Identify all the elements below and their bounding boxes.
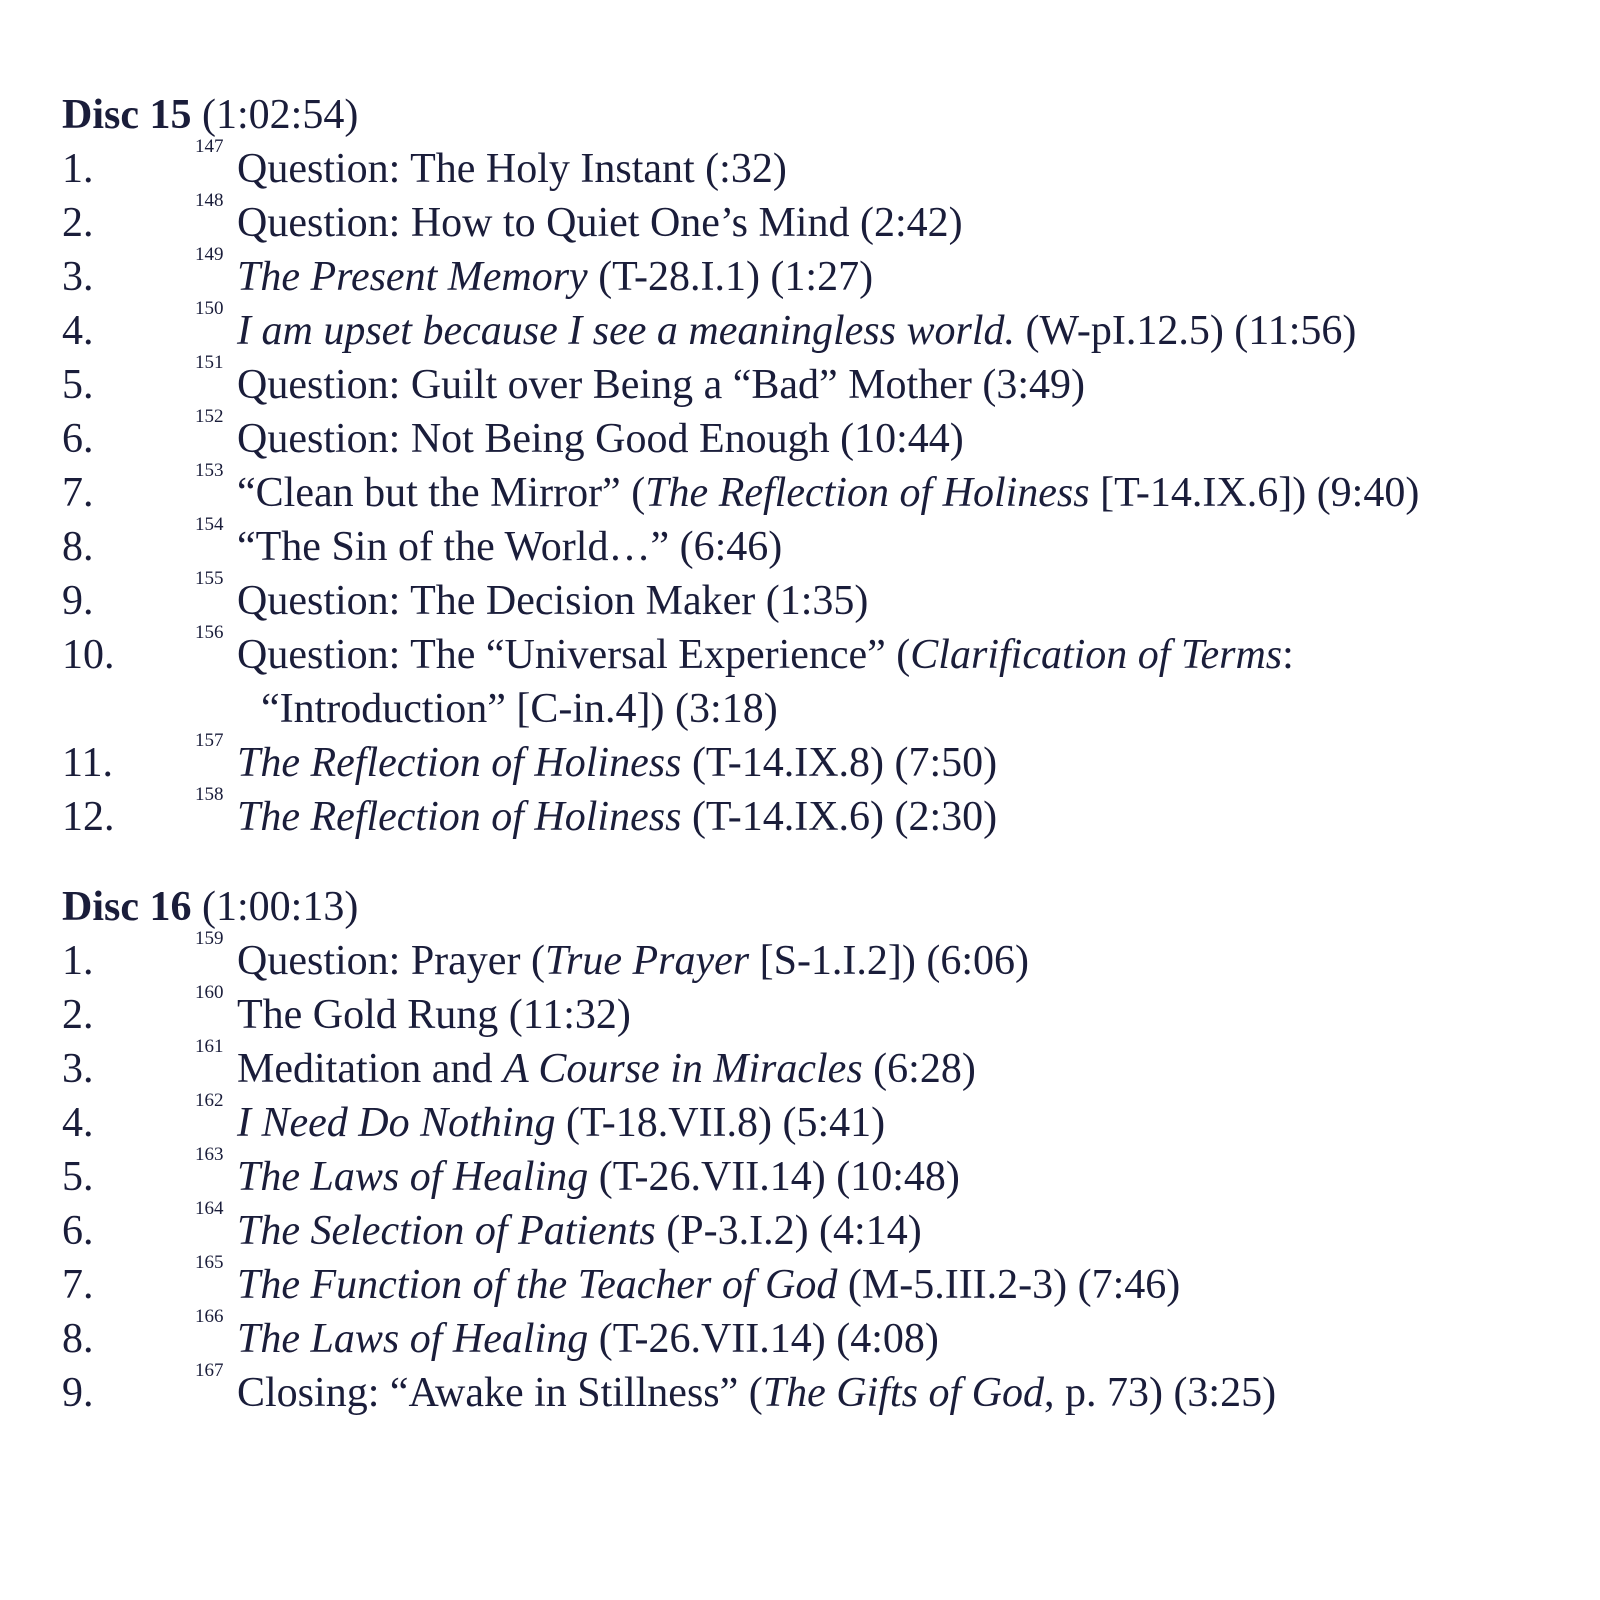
track-title-italic: The Function of the Teacher of God — [237, 1262, 838, 1308]
footnote-marker: 162 — [195, 1090, 224, 1111]
track-row — [62, 514, 1582, 574]
track-title-text: (W-pI.12.5) (11:56) — [1015, 308, 1357, 354]
track-row — [62, 1252, 1582, 1312]
track-title-text: : — [1282, 632, 1294, 678]
track-title-text: “The Sin of the World…” (6:46) — [237, 524, 783, 570]
track-title — [237, 1262, 1180, 1308]
track-listing-page — [62, 88, 1582, 1456]
track-title — [237, 1100, 885, 1146]
footnote-marker: 159 — [195, 928, 224, 949]
track-title-text: [S-1.I.2]) (6:06) — [749, 938, 1030, 984]
disc-duration: (1:02:54) — [202, 92, 359, 138]
track-title — [237, 1046, 976, 1092]
track-number: 6. — [62, 1208, 94, 1254]
track-title — [237, 200, 963, 246]
track-number: 6. — [62, 416, 94, 462]
track-title-text: The Gold Rung (11:32) — [237, 992, 631, 1038]
disc-section — [62, 88, 1582, 844]
track-title-text: Question: The Holy Instant (:32) — [237, 146, 787, 192]
footnote-marker: 149 — [195, 244, 224, 265]
track-number: 2. — [62, 992, 94, 1038]
track-row — [62, 1144, 1582, 1204]
track-title — [237, 992, 631, 1038]
track-title-text: (T-14.IX.6) (2:30) — [681, 794, 998, 840]
track-row — [62, 136, 1582, 196]
track-title — [237, 524, 782, 570]
track-title-text: (T-28.I.1) (1:27) — [587, 254, 874, 300]
track-title-text: (6:28) — [862, 1046, 976, 1092]
track-title-italic: The Laws of Healing — [237, 1316, 589, 1362]
track-number: 5. — [62, 362, 94, 408]
track-number: 11. — [62, 740, 113, 786]
footnote-marker: 154 — [195, 514, 224, 535]
track-title-text: Question: How to Quiet One’s Mind (2:42) — [237, 200, 963, 246]
track-title-italic: The Present Memory — [237, 254, 588, 300]
track-title — [237, 1316, 939, 1362]
track-row — [62, 406, 1582, 466]
track-title-text: (T-14.IX.8) (7:50) — [681, 740, 998, 786]
footnote-marker: 156 — [195, 622, 224, 643]
track-title-italic: I am upset because I see a meaningless world. — [237, 308, 1016, 354]
footnote-marker: 165 — [195, 1252, 224, 1273]
footnote-marker: 153 — [195, 460, 224, 481]
track-title — [237, 1208, 922, 1254]
footnote-marker: 161 — [195, 1036, 224, 1057]
track-title-text: Meditation and — [237, 1046, 503, 1092]
track-title-italic: The Reflection of Holiness — [645, 470, 1090, 516]
footnote-marker: 158 — [195, 784, 224, 805]
track-title — [237, 1370, 1276, 1416]
track-number: 12. — [62, 794, 115, 840]
track-number: 9. — [62, 578, 94, 624]
track-title-text: Question: Prayer ( — [237, 938, 545, 984]
track-title-text: [T-14.IX.6]) (9:40) — [1089, 470, 1420, 516]
track-title-italic: The Laws of Healing — [237, 1154, 589, 1200]
track-number: 1. — [62, 938, 94, 984]
track-row — [62, 1090, 1582, 1150]
track-title — [237, 416, 964, 462]
track-title-text: Closing: “Awake in Stillness” ( — [237, 1370, 763, 1416]
track-number: 7. — [62, 470, 94, 516]
track-title-italic: A Course in Miracles — [502, 1046, 863, 1092]
track-title-text: Question: Not Being Good Enough (10:44) — [237, 416, 964, 462]
footnote-marker: 160 — [195, 982, 224, 1003]
track-title-text: (T-26.VII.14) (10:48) — [588, 1154, 960, 1200]
track-title-italic: The Reflection of Holiness — [237, 794, 682, 840]
track-number: 8. — [62, 524, 94, 570]
track-row — [62, 352, 1582, 412]
track-title-italic: The Selection of Patients — [237, 1208, 656, 1254]
track-row — [62, 730, 1582, 790]
footnote-marker: 147 — [195, 136, 224, 157]
track-title-text: Question: Guilt over Being a “Bad” Mother (3:49) — [237, 362, 1085, 408]
track-number: 5. — [62, 1154, 94, 1200]
track-number: 7. — [62, 1262, 94, 1308]
track-number: 1. — [62, 146, 94, 192]
track-title-text: , p. 73) (3:25) — [1043, 1370, 1277, 1416]
track-row — [62, 298, 1582, 358]
footnote-marker: 152 — [195, 406, 224, 427]
track-title — [237, 308, 1356, 354]
track-title-text: Question: The “Universal Experience” ( — [237, 632, 911, 678]
track-number: 9. — [62, 1370, 94, 1416]
track-number: 10. — [62, 632, 115, 678]
footnote-marker: 148 — [195, 190, 224, 211]
track-title — [237, 794, 997, 840]
track-row — [62, 1306, 1582, 1366]
disc-section — [62, 880, 1582, 1420]
track-title-text: (T-18.VII.8) (5:41) — [555, 1100, 886, 1146]
disc-list — [62, 88, 1582, 1420]
track-title — [237, 470, 1419, 516]
footnote-marker: 155 — [195, 568, 224, 589]
track-number: 3. — [62, 254, 94, 300]
track-row — [62, 1360, 1582, 1420]
track-title — [237, 146, 787, 192]
track-row — [62, 460, 1582, 520]
track-title-continuation: “Introduction” [C-in.4]) (3:18) — [261, 686, 778, 732]
footnote-marker: 167 — [195, 1360, 224, 1381]
track-row — [62, 1036, 1582, 1096]
track-title-text: Question: The Decision Maker (1:35) — [237, 578, 869, 624]
track-row — [62, 982, 1582, 1042]
footnote-marker: 150 — [195, 298, 224, 319]
disc-heading — [62, 88, 1582, 142]
track-title — [237, 938, 1029, 984]
track-row — [62, 928, 1582, 988]
track-title — [237, 1154, 960, 1200]
disc-label: Disc 15 — [62, 92, 192, 138]
track-row — [62, 784, 1582, 844]
track-title — [237, 632, 1294, 678]
track-title-italic: The Gifts of God — [762, 1370, 1044, 1416]
track-title-italic: I Need Do Nothing — [237, 1100, 556, 1146]
track-number: 8. — [62, 1316, 94, 1362]
track-title-text: (P-3.I.2) (4:14) — [655, 1208, 922, 1254]
footnote-marker: 164 — [195, 1198, 224, 1219]
disc-heading — [62, 880, 1582, 934]
track-title — [237, 254, 873, 300]
track-title-italic: True Prayer — [544, 938, 750, 984]
track-title-italic: Clarification of Terms — [910, 632, 1283, 678]
track-number: 3. — [62, 1046, 94, 1092]
footnote-marker: 157 — [195, 730, 224, 751]
track-title — [237, 740, 997, 786]
disc-label: Disc 16 — [62, 884, 192, 930]
track-row — [62, 1198, 1582, 1258]
track-title-text: (M-5.III.2-3) (7:46) — [837, 1262, 1181, 1308]
footnote-marker: 163 — [195, 1144, 224, 1165]
track-title — [237, 362, 1085, 408]
track-row — [62, 622, 1397, 736]
track-number: 4. — [62, 1100, 94, 1146]
track-row — [62, 568, 1582, 628]
track-title-text: “Clean but the Mirror” ( — [237, 470, 646, 516]
track-row — [62, 190, 1582, 250]
disc-duration: (1:00:13) — [202, 884, 359, 930]
track-title-italic: The Reflection of Holiness — [237, 740, 682, 786]
track-row — [62, 244, 1582, 304]
footnote-marker: 166 — [195, 1306, 224, 1327]
track-number: 4. — [62, 308, 94, 354]
track-title — [237, 578, 868, 624]
track-title-text: (T-26.VII.14) (4:08) — [588, 1316, 939, 1362]
track-number: 2. — [62, 200, 94, 246]
footnote-marker: 151 — [195, 352, 224, 373]
